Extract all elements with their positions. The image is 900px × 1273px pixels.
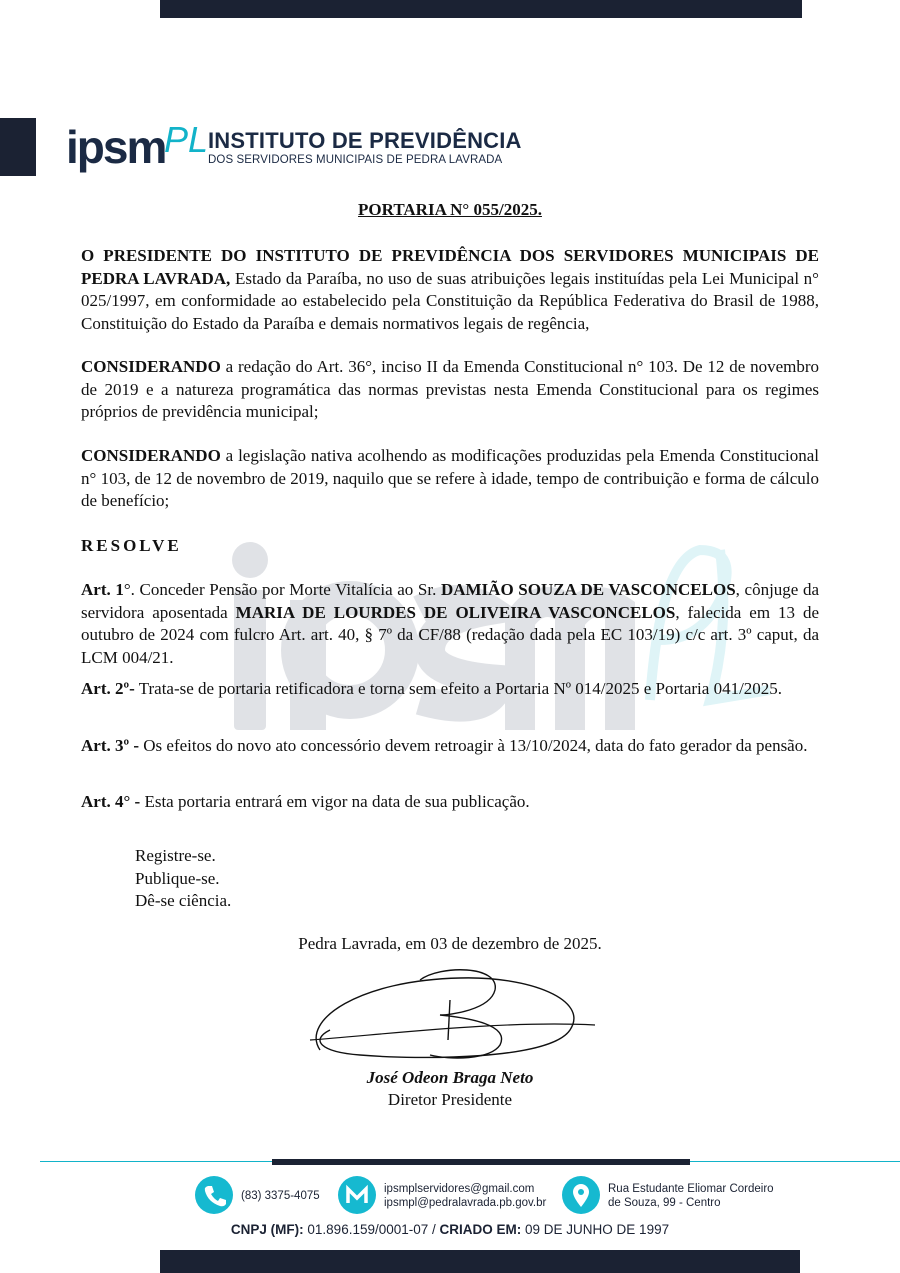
article-text: , falecida em 13 de outubro de 2024 com fulcro Art. art. 40, § 7º da CF/88 (redação dada pela EC 103/19) c/c art. 3º caput, da LCM 004/21. (81, 602, 819, 667)
resolve-heading: RESOLVE (81, 536, 182, 555)
address-line-2: de Souza, 99 - Centro (608, 1197, 721, 1209)
logo-text: ipsm (66, 121, 166, 173)
institute-subtitle: DOS SERVIDORES MUNICIPAIS DE PEDRA LAVRADA (208, 154, 503, 166)
mail-icon (338, 1176, 376, 1214)
cnpj-label: CNPJ (MF): (230, 1222, 304, 1237)
closing-formulas (135, 845, 231, 913)
footer-accent-bar (272, 1159, 690, 1165)
header-top-bar (160, 0, 802, 18)
beneficiary-name: DAMIÃO SOUZA DE VASCONCELOS (440, 580, 736, 599)
place-and-date: Pedra Lavrada, em 03 de dezembro de 2025. (298, 934, 602, 953)
article-1 (81, 579, 819, 669)
article-text: °. Conceder Pensão por Morte Vitalícia ao Sr. (123, 580, 441, 599)
article-text: Trata-se de portaria retificadora e torna sem efeito a Portaria Nº 014/2025 e Portaria 041/2025. (134, 679, 783, 698)
article-text: , cônjuge da servidora aposentada (81, 580, 819, 622)
preamble-authority: O PRESIDENTE DO INSTITUTO DE PREVIDÊNCIA DOS SERVIDORES MUNICIPAIS DE PEDRA LAVRADA, (81, 246, 819, 288)
article-4 (81, 791, 819, 814)
considering-paragraph-2 (81, 445, 819, 513)
closing-register: Registre-se. (135, 846, 216, 865)
considering-label: CONSIDERANDO (81, 446, 221, 465)
preamble-paragraph (81, 245, 819, 335)
cnpj-line (0, 1222, 900, 1237)
preamble-text: Estado da Paraíba, no uso de suas atribuições legais instituídas pela Lei Municipal n° 025/1997, em conformidade ao estabelecido pela Constituição da República Federativa do Brasil de 1988, Constituição do Estado da Paraíba e demais normativos legais de regência, (81, 268, 819, 333)
signer-role: Diretor Presidente (387, 1090, 513, 1109)
header-left-block (0, 118, 36, 176)
deceased-name: MARIA DE LOURDES DE OLIVEIRA VASCONCELOS (235, 602, 676, 622)
considering-label: CONSIDERANDO (81, 357, 221, 376)
closing-publish: Publique-se. (135, 868, 220, 888)
footer-bottom-bar (160, 1250, 800, 1273)
document-title: PORTARIA N° 055/2025. (358, 200, 542, 219)
logo-script: PL (164, 119, 209, 160)
email-primary: ipsmplservidores@gmail.com (384, 1183, 535, 1195)
article-label: Art. 1 (81, 580, 124, 599)
phone-icon (195, 1176, 233, 1214)
article-label: Art. 4° - (81, 792, 141, 811)
considering-text: a legislação nativa acolhendo as modificações produzidas pela Emenda Constitucional n° 103, de 12 de novembro de 2019, naquilo que se refere à idade, tempo de contribuição e forma de cálculo de benefício; (81, 446, 819, 510)
institute-title: INSTITUTO DE PREVIDÊNCIA (208, 128, 522, 153)
article-3 (81, 735, 819, 758)
institute-logo (66, 120, 526, 180)
address-line-1: Rua Estudante Eliomar Cordeiro (608, 1183, 774, 1195)
article-label: Art. 3º - (81, 736, 140, 755)
handwritten-signature (300, 960, 600, 1070)
created-value: 09 DE JUNHO DE 1997 (521, 1222, 670, 1237)
considering-text: a redação do Art. 36°, inciso II da Emenda Constitucional n° 103. De 12 de novembro de 2019 e a natureza programática das normas previstas nesta Emenda Constitucional para os regimes próprios de previdência municipal; (81, 357, 819, 421)
location-pin-icon (562, 1176, 600, 1214)
article-label: Art. 2º- (81, 679, 135, 698)
closing-notice: Dê-se ciência. (135, 891, 232, 910)
phone-number: (83) 3375-4075 (241, 1190, 320, 1202)
cnpj-value: 01.896.159/0001-07 / (303, 1222, 440, 1237)
signer-name: José Odeon Braga Neto (366, 1068, 534, 1087)
article-2 (81, 678, 819, 701)
email-secondary: ipsmpl@pedralavrada.pb.gov.br (384, 1197, 547, 1209)
article-text: Os efeitos do novo ato concessório devem retroagir à 13/10/2024, data do fato gerador da pensão. (139, 736, 808, 755)
article-text: Esta portaria entrará em vigor na data de sua publicação. (140, 792, 530, 811)
considering-paragraph-1 (81, 356, 819, 424)
logo-mark (66, 119, 209, 180)
created-label: CRIADO EM: (439, 1222, 522, 1237)
